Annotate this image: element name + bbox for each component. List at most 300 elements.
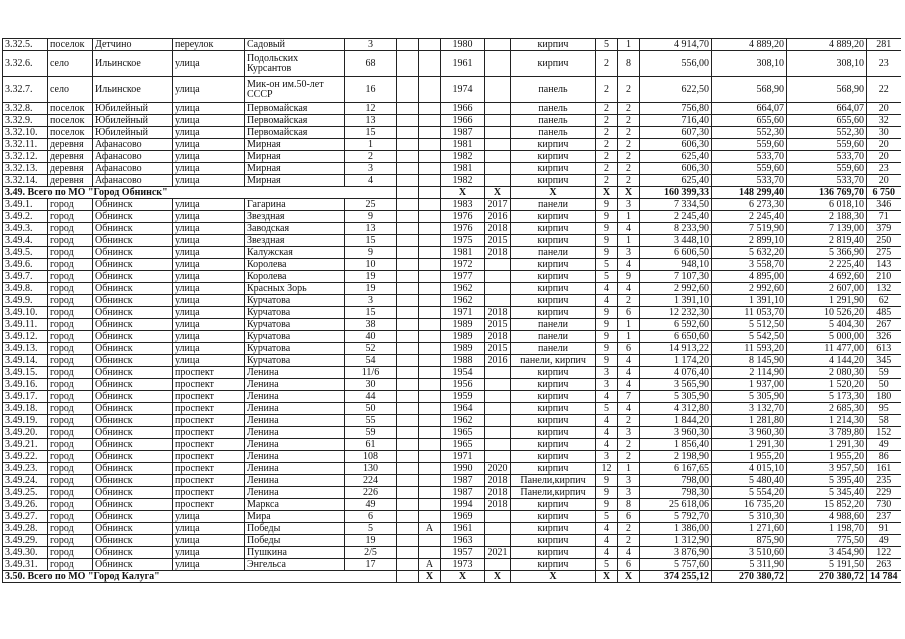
renovation-year-cell	[485, 283, 511, 295]
total-area-cell: 1 844,20	[640, 415, 712, 427]
residential-area-cell: 3 957,50	[787, 463, 867, 475]
house-number-cell: 68	[345, 51, 397, 77]
residential-area-cell: 4 144,20	[787, 355, 867, 367]
settlement-type-cell: город	[48, 235, 93, 247]
floors-cell: 5	[596, 511, 618, 523]
total-area-cell: 1 386,00	[640, 523, 712, 535]
street-type-cell: улица	[173, 295, 245, 307]
floors-cell: 4	[596, 547, 618, 559]
residents-count-cell: 235	[867, 475, 901, 487]
entrances-cell: 2	[618, 127, 640, 139]
house-number-cell: 3	[345, 295, 397, 307]
entrances-cell: 4	[618, 403, 640, 415]
build-year-cell: 1989	[441, 331, 485, 343]
building-cell	[397, 439, 419, 451]
build-year-cell: 1957	[441, 547, 485, 559]
total-area-cell: 6 167,65	[640, 463, 712, 475]
floors-cell: 9	[596, 499, 618, 511]
residents-count-cell: 50	[867, 379, 901, 391]
building-cell	[397, 403, 419, 415]
residents-count-cell: 345	[867, 355, 901, 367]
floors-cell: 9	[596, 223, 618, 235]
building-cell	[397, 571, 419, 583]
table-row	[3, 427, 901, 439]
residential-area-cell: 5 395,40	[787, 475, 867, 487]
renovation-year-cell	[485, 77, 511, 103]
floors-cell: 5	[596, 559, 618, 571]
settlement-name-cell: Обнинск	[93, 463, 173, 475]
settlement-name-cell: Обнинск	[93, 235, 173, 247]
street-name-cell: Пушкина	[245, 547, 345, 559]
table-row	[3, 39, 901, 51]
floors-cell: 9	[596, 307, 618, 319]
row-number-cell: 3.32.8.	[3, 103, 48, 115]
wall-material-cell: кирпич	[511, 439, 596, 451]
street-type-cell: улица	[173, 223, 245, 235]
settlement-name-cell: Обнинск	[93, 547, 173, 559]
entrances-cell: 2	[618, 77, 640, 103]
residential-area-cell: 1 214,30	[787, 415, 867, 427]
letter-cell	[419, 235, 441, 247]
total-area-cell: 798,30	[640, 487, 712, 499]
settlement-name-cell: Обнинск	[93, 199, 173, 211]
renovation-year-cell: 2018	[485, 331, 511, 343]
settlement-type-cell: поселок	[48, 115, 93, 127]
building-cell	[397, 523, 419, 535]
residents-count-cell: 485	[867, 307, 901, 319]
wall-material-cell: кирпич	[511, 139, 596, 151]
letter-cell	[419, 499, 441, 511]
floors-cell: 9	[596, 199, 618, 211]
living-area-cell: 1 391,10	[712, 295, 787, 307]
row-number-cell: 3.32.5.	[3, 39, 48, 51]
residential-area-cell: 5 173,30	[787, 391, 867, 403]
residents-count-cell: 122	[867, 547, 901, 559]
residential-area-cell: 11 477,00	[787, 343, 867, 355]
letter-cell: А	[419, 559, 441, 571]
house-number-cell: 16	[345, 77, 397, 103]
build-year-cell: 1987	[441, 127, 485, 139]
floors-cell: 2	[596, 127, 618, 139]
living-area-cell: 3 132,70	[712, 403, 787, 415]
total-area-cell: 3 960,30	[640, 427, 712, 439]
table-row	[3, 199, 901, 211]
house-number-cell: 15	[345, 307, 397, 319]
street-name-cell: Звездная	[245, 235, 345, 247]
street-type-cell: улица	[173, 307, 245, 319]
living-area-cell: 2 992,60	[712, 283, 787, 295]
floors-cell: 2	[596, 175, 618, 187]
street-name-cell: Калужская	[245, 247, 345, 259]
build-year-cell: 1956	[441, 379, 485, 391]
street-name-cell: Мик-он им.50-лет СССР	[245, 77, 345, 103]
total-area-cell: 7 107,30	[640, 271, 712, 283]
living-area-cell: 655,60	[712, 115, 787, 127]
entrances-cell: 9	[618, 271, 640, 283]
row-number-cell: 3.49.9.	[3, 295, 48, 307]
settlement-name-cell: Обнинск	[93, 511, 173, 523]
table-row	[3, 319, 901, 331]
floors-cell: X	[596, 187, 618, 199]
housing-table	[2, 38, 901, 583]
row-number-cell: 3.49.31.	[3, 559, 48, 571]
settlement-type-cell: город	[48, 343, 93, 355]
renovation-year-cell	[485, 259, 511, 271]
living-area-cell: 559,60	[712, 139, 787, 151]
building-cell	[397, 51, 419, 77]
entrances-cell: 2	[618, 103, 640, 115]
letter-cell	[419, 511, 441, 523]
building-cell	[397, 259, 419, 271]
house-number-cell: 12	[345, 103, 397, 115]
residents-count-cell: 6 750	[867, 187, 901, 199]
residential-area-cell: 1 955,20	[787, 451, 867, 463]
build-year-cell: X	[441, 187, 485, 199]
residents-count-cell: 281	[867, 39, 901, 51]
floors-cell: 9	[596, 331, 618, 343]
wall-material-cell: кирпич	[511, 559, 596, 571]
street-type-cell: улица	[173, 77, 245, 103]
letter-cell	[419, 331, 441, 343]
building-cell	[397, 307, 419, 319]
settlement-type-cell: город	[48, 259, 93, 271]
table-row	[3, 511, 901, 523]
settlement-name-cell: Обнинск	[93, 403, 173, 415]
house-number-cell: 130	[345, 463, 397, 475]
row-number-cell: 3.49.8.	[3, 283, 48, 295]
table-row	[3, 259, 901, 271]
living-area-cell: 1 937,00	[712, 379, 787, 391]
total-area-cell: 1 312,90	[640, 535, 712, 547]
building-cell	[397, 535, 419, 547]
row-number-cell: 3.49.5.	[3, 247, 48, 259]
street-type-cell: проспект	[173, 475, 245, 487]
entrances-cell: X	[618, 187, 640, 199]
settlement-name-cell: Обнинск	[93, 295, 173, 307]
renovation-year-cell: 2018	[485, 223, 511, 235]
floors-cell: 9	[596, 319, 618, 331]
row-number-cell: 3.49.18.	[3, 403, 48, 415]
wall-material-cell: панели, кирпич	[511, 355, 596, 367]
build-year-cell: 1961	[441, 51, 485, 77]
floors-cell: 5	[596, 259, 618, 271]
renovation-year-cell	[485, 295, 511, 307]
living-area-cell: 11 053,70	[712, 307, 787, 319]
row-number-cell: 3.49.16.	[3, 379, 48, 391]
entrances-cell: 2	[618, 535, 640, 547]
street-type-cell: проспект	[173, 499, 245, 511]
street-type-cell: улица	[173, 259, 245, 271]
total-area-cell: 374 255,12	[640, 571, 712, 583]
table-row	[3, 475, 901, 487]
street-name-cell: Красных Зорь	[245, 283, 345, 295]
letter-cell	[419, 415, 441, 427]
wall-material-cell: кирпич	[511, 211, 596, 223]
street-name-cell: Ленина	[245, 487, 345, 499]
renovation-year-cell	[485, 175, 511, 187]
settlement-type-cell: город	[48, 271, 93, 283]
street-name-cell: Ленина	[245, 367, 345, 379]
street-type-cell: улица	[173, 523, 245, 535]
street-name-cell: Ленина	[245, 379, 345, 391]
house-number-cell: 3	[345, 163, 397, 175]
living-area-cell: 1 281,80	[712, 415, 787, 427]
row-number-cell: 3.49.1.	[3, 199, 48, 211]
settlement-type-cell: город	[48, 199, 93, 211]
house-number-cell: 10	[345, 259, 397, 271]
row-number-cell: 3.32.7.	[3, 77, 48, 103]
street-name-cell: Первомайская	[245, 127, 345, 139]
wall-material-cell: кирпич	[511, 307, 596, 319]
residential-area-cell: 568,90	[787, 77, 867, 103]
wall-material-cell: кирпич	[511, 367, 596, 379]
build-year-cell: 1962	[441, 283, 485, 295]
row-number-cell: 3.49.10.	[3, 307, 48, 319]
settlement-name-cell: Обнинск	[93, 283, 173, 295]
house-number-cell: 44	[345, 391, 397, 403]
build-year-cell: 1971	[441, 451, 485, 463]
settlement-name-cell: Обнинск	[93, 379, 173, 391]
building-cell	[397, 331, 419, 343]
build-year-cell: 1965	[441, 439, 485, 451]
build-year-cell: 1961	[441, 523, 485, 535]
residential-area-cell: 5 366,90	[787, 247, 867, 259]
entrances-cell: 2	[618, 523, 640, 535]
street-name-cell: Энгельса	[245, 559, 345, 571]
living-area-cell: 7 519,90	[712, 223, 787, 235]
entrances-cell: 4	[618, 367, 640, 379]
settlement-type-cell: город	[48, 211, 93, 223]
building-cell	[397, 39, 419, 51]
residents-count-cell: 346	[867, 199, 901, 211]
living-area-cell: 4 895,00	[712, 271, 787, 283]
settlement-name-cell: Обнинск	[93, 487, 173, 499]
wall-material-cell: кирпич	[511, 259, 596, 271]
settlement-type-cell: город	[48, 559, 93, 571]
letter-cell	[419, 283, 441, 295]
floors-cell: 5	[596, 271, 618, 283]
house-number-cell: 61	[345, 439, 397, 451]
wall-material-cell: кирпич	[511, 463, 596, 475]
residential-area-cell: 1 198,70	[787, 523, 867, 535]
renovation-year-cell	[485, 427, 511, 439]
row-number-cell: 3.49.13.	[3, 343, 48, 355]
settlement-name-cell: Обнинск	[93, 499, 173, 511]
table-row	[3, 151, 901, 163]
total-area-cell: 3 876,90	[640, 547, 712, 559]
residents-count-cell: 613	[867, 343, 901, 355]
letter-cell	[419, 403, 441, 415]
letter-cell	[419, 139, 441, 151]
residents-count-cell: 250	[867, 235, 901, 247]
building-cell	[397, 151, 419, 163]
street-name-cell: Королева	[245, 259, 345, 271]
table-row	[3, 283, 901, 295]
housing-register-scan	[2, 38, 900, 583]
build-year-cell: 1981	[441, 247, 485, 259]
building-cell	[397, 379, 419, 391]
row-number-cell: 3.49.26.	[3, 499, 48, 511]
residential-area-cell: 2 685,30	[787, 403, 867, 415]
build-year-cell: X	[441, 571, 485, 583]
total-area-cell: 4 312,80	[640, 403, 712, 415]
table-row	[3, 379, 901, 391]
row-number-cell: 3.32.12.	[3, 151, 48, 163]
street-type-cell: улица	[173, 271, 245, 283]
building-cell	[397, 559, 419, 571]
renovation-year-cell: 2016	[485, 355, 511, 367]
floors-cell: 5	[596, 39, 618, 51]
row-number-cell: 3.49.15.	[3, 367, 48, 379]
letter-cell	[419, 307, 441, 319]
street-name-cell: Первомайская	[245, 103, 345, 115]
letter-cell	[419, 39, 441, 51]
build-year-cell: 1990	[441, 463, 485, 475]
letter-cell	[419, 187, 441, 199]
building-cell	[397, 451, 419, 463]
renovation-year-cell: 2018	[485, 475, 511, 487]
residential-area-cell: 15 852,20	[787, 499, 867, 511]
street-name-cell: Курчатова	[245, 295, 345, 307]
residential-area-cell: 533,70	[787, 175, 867, 187]
house-number-cell: 19	[345, 535, 397, 547]
living-area-cell: 3 558,70	[712, 259, 787, 271]
entrances-cell: 1	[618, 319, 640, 331]
residents-count-cell: 229	[867, 487, 901, 499]
street-name-cell: Гагарина	[245, 199, 345, 211]
entrances-cell: 3	[618, 427, 640, 439]
floors-cell: 9	[596, 235, 618, 247]
letter-cell	[419, 115, 441, 127]
renovation-year-cell	[485, 523, 511, 535]
subtotal-row	[3, 571, 901, 583]
living-area-cell: 5 554,20	[712, 487, 787, 499]
subtotal-label: 3.49. Всего по МО "Город Обнинск"	[3, 187, 397, 199]
residential-area-cell: 7 139,00	[787, 223, 867, 235]
build-year-cell: 1966	[441, 115, 485, 127]
wall-material-cell: панели	[511, 319, 596, 331]
floors-cell: 9	[596, 247, 618, 259]
residential-area-cell: 3 454,90	[787, 547, 867, 559]
settlement-type-cell: город	[48, 475, 93, 487]
house-number-cell: 38	[345, 319, 397, 331]
row-number-cell: 3.49.28.	[3, 523, 48, 535]
table-row	[3, 163, 901, 175]
build-year-cell: 1987	[441, 487, 485, 499]
settlement-name-cell: Обнинск	[93, 259, 173, 271]
residents-count-cell: 326	[867, 331, 901, 343]
living-area-cell: 664,07	[712, 103, 787, 115]
living-area-cell: 2 114,90	[712, 367, 787, 379]
settlement-name-cell: Обнинск	[93, 475, 173, 487]
renovation-year-cell: 2018	[485, 487, 511, 499]
building-cell	[397, 475, 419, 487]
build-year-cell: 1982	[441, 175, 485, 187]
settlement-type-cell: город	[48, 427, 93, 439]
settlement-name-cell: Обнинск	[93, 391, 173, 403]
renovation-year-cell	[485, 559, 511, 571]
house-number-cell: 224	[345, 475, 397, 487]
build-year-cell: 1972	[441, 259, 485, 271]
table-row	[3, 535, 901, 547]
floors-cell: 4	[596, 283, 618, 295]
settlement-name-cell: Обнинск	[93, 223, 173, 235]
table-row	[3, 343, 901, 355]
floors-cell: 3	[596, 451, 618, 463]
street-name-cell: Ленина	[245, 403, 345, 415]
entrances-cell: 1	[618, 211, 640, 223]
row-number-cell: 3.49.3.	[3, 223, 48, 235]
street-name-cell: Мирная	[245, 139, 345, 151]
renovation-year-cell	[485, 51, 511, 77]
building-cell	[397, 355, 419, 367]
letter-cell	[419, 379, 441, 391]
settlement-type-cell: город	[48, 451, 93, 463]
table-row	[3, 175, 901, 187]
settlement-name-cell: Обнинск	[93, 427, 173, 439]
settlement-name-cell: Юбилейный	[93, 115, 173, 127]
residential-area-cell: 4 889,20	[787, 39, 867, 51]
floors-cell: 12	[596, 463, 618, 475]
residents-count-cell: 132	[867, 283, 901, 295]
row-number-cell: 3.49.20.	[3, 427, 48, 439]
residential-area-cell: 2 080,30	[787, 367, 867, 379]
living-area-cell: 875,90	[712, 535, 787, 547]
table-row	[3, 415, 901, 427]
floors-cell: 4	[596, 427, 618, 439]
entrances-cell: X	[618, 571, 640, 583]
wall-material-cell: кирпич	[511, 235, 596, 247]
letter-cell	[419, 475, 441, 487]
letter-cell	[419, 163, 441, 175]
house-number-cell: 6	[345, 511, 397, 523]
street-type-cell: улица	[173, 127, 245, 139]
total-area-cell: 2 198,90	[640, 451, 712, 463]
wall-material-cell: Панели,кирпич	[511, 487, 596, 499]
street-type-cell: проспект	[173, 415, 245, 427]
entrances-cell: 2	[618, 295, 640, 307]
total-area-cell: 12 232,30	[640, 307, 712, 319]
street-name-cell: Садовый	[245, 39, 345, 51]
entrances-cell: 6	[618, 307, 640, 319]
street-type-cell: улица	[173, 163, 245, 175]
total-area-cell: 1 856,40	[640, 439, 712, 451]
residents-count-cell: 59	[867, 367, 901, 379]
street-type-cell: проспект	[173, 463, 245, 475]
wall-material-cell: кирпич	[511, 51, 596, 77]
entrances-cell: 3	[618, 475, 640, 487]
build-year-cell: 1983	[441, 199, 485, 211]
letter-cell	[419, 223, 441, 235]
row-number-cell: 3.49.24.	[3, 475, 48, 487]
row-number-cell: 3.32.13.	[3, 163, 48, 175]
floors-cell: 4	[596, 523, 618, 535]
floors-cell: 2	[596, 151, 618, 163]
table-row	[3, 499, 901, 511]
settlement-name-cell: Обнинск	[93, 355, 173, 367]
letter-cell	[419, 77, 441, 103]
total-area-cell: 4 914,70	[640, 39, 712, 51]
wall-material-cell: кирпич	[511, 391, 596, 403]
total-area-cell: 1 174,20	[640, 355, 712, 367]
entrances-cell: 6	[618, 511, 640, 523]
build-year-cell: 1973	[441, 559, 485, 571]
residential-area-cell: 10 526,20	[787, 307, 867, 319]
table-row	[3, 295, 901, 307]
wall-material-cell: кирпич	[511, 271, 596, 283]
residential-area-cell: 2 188,30	[787, 211, 867, 223]
floors-cell: 5	[596, 403, 618, 415]
